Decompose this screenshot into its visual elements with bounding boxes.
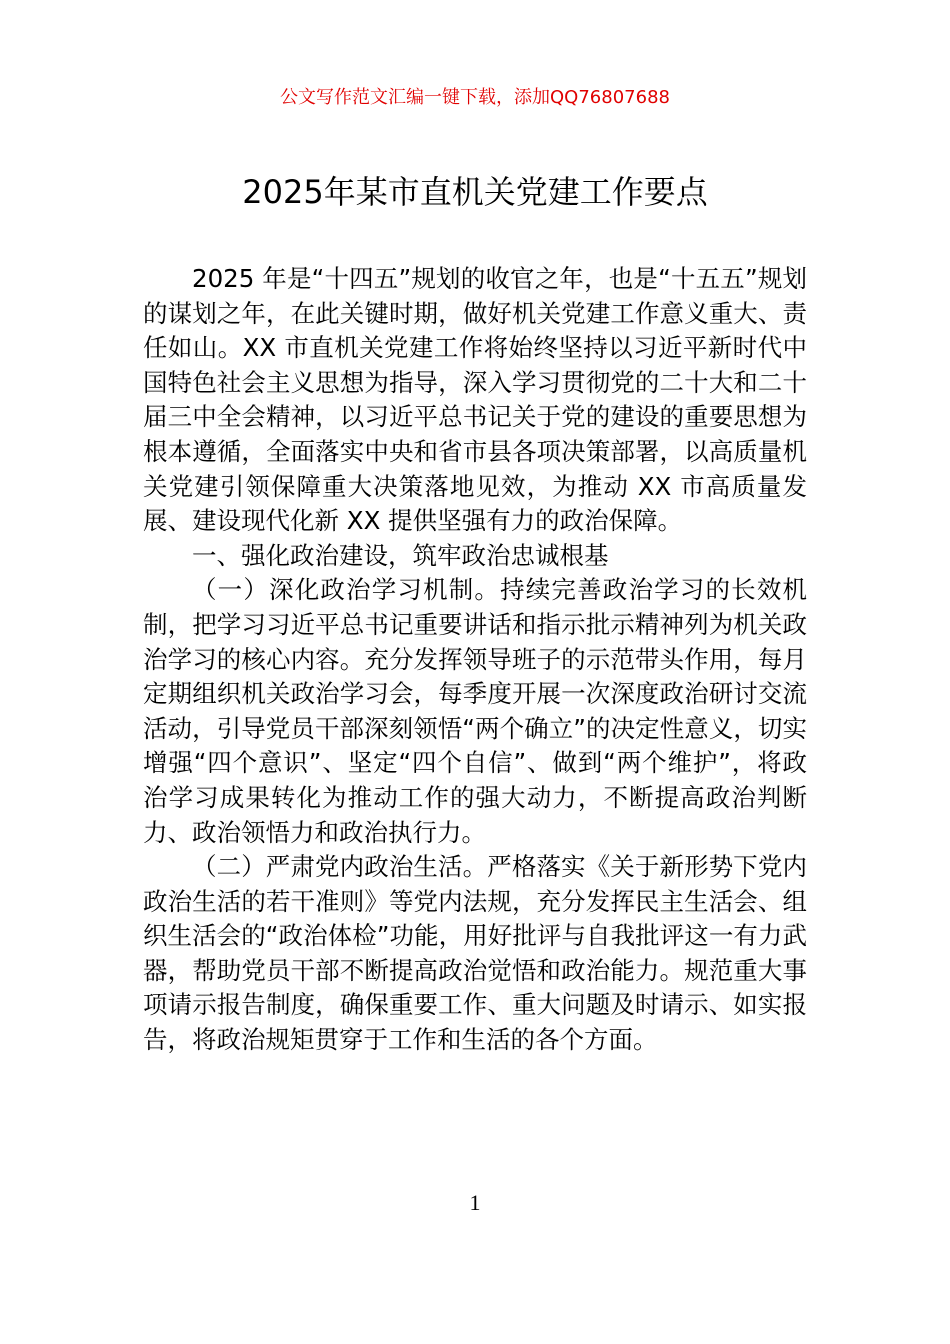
subsection-paragraph-1: （一）深化政治学习机制。持续完善政治学习的长效机制，把学习习近平总书记重要讲话和指示批示精神列为机关政治学习的核心内容。充分发挥领导班子的示范带头作用，每月定期组织机关政治学习会，每季度开展一次深度政治研讨交流活动，引导党员干部深刻领悟“两个确立”的决定性意义，切实增强“四个意识”、坚定“四个自信”、做到“两个维护”，将政治学习成果转化为推动工作的强大动力，不断提高政治判断力、政治领悟力和政治执行力。 (143, 575, 807, 847)
download-notice: 公文写作范文汇编一键下载，添加QQ76807688 (280, 87, 670, 108)
intro-paragraph: 2025 年是“十四五”规划的收官之年，也是“十五五”规划的谋划之年，在此关键时期，做好机关党建工作意义重大、责任如山。XX 市直机关党建工作将始终坚持以习近平新时代中国特色社会主义思想为指导，深入学习贯彻党的二十大和二十届三中全会精神，以习近平总书记关于党的建设的重要思想为根本遵循，全面落实中央和省市县各项决策部署，以高质量机关党建引领保障重大决策落地见效，为推动 XX 市高质量发展、建设现代化新 XX 提供坚强有力的政治保障。 (143, 264, 807, 536)
subsection-paragraph-2: （二）严肃党内政治生活。严格落实《关于新形势下党内政治生活的若干准则》等党内法规，充分发挥民主生活会、组织生活会的“政治体检”功能，用好批评与自我批评这一有力武器，帮助党员干部不断提高政治觉悟和政治能力。规范重大事项请示报告制度，确保重要工作、重大问题及时请示、如实报告，将政治规矩贯穿于工作和生活的各个方面。 (143, 852, 807, 1055)
page-number: 1 (469, 1190, 481, 1215)
document-body (143, 262, 807, 1058)
section-heading-1: 一、强化政治建设，筑牢政治忠诚根基 (192, 540, 609, 570)
document-title: 2025年某市直机关党建工作要点 (242, 173, 708, 211)
